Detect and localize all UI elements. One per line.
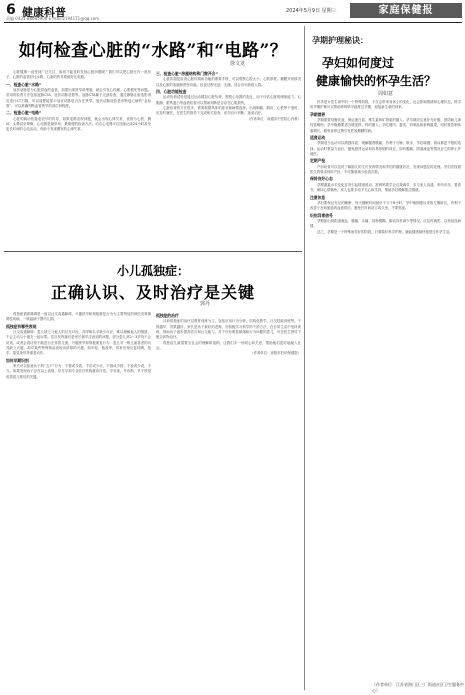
page-number: 6 — [6, 2, 16, 18]
article2-subhead-3: 孤独症的治疗 — [156, 313, 179, 318]
article3-paragraph: 孕期如出现阴道流血、腹痛、头痛、视物模糊、胎动异常减少等情况，应及时就医，以免延误病情。 — [310, 218, 461, 229]
article3-subhead-4: 保持良好心态 — [310, 176, 333, 182]
article3-byline: 周如意 — [378, 91, 394, 97]
masthead — [0, 0, 465, 22]
article1-subhead-2: 二、检查心脏“电路” — [6, 110, 42, 116]
article-divider — [4, 251, 302, 252]
article1-paragraph: 运动负荷试验是通过运动增加心脏负荷，观察心电图的变化，用于评估心脏的储备能力。心肌酶、肌钙蛋白等血液检查可以帮助判断是否存在心肌损伤。 — [156, 95, 301, 105]
article3-subhead-3: 定期产检 — [310, 158, 326, 164]
article1-intro: 心脏健康一直受到广泛关注，如何才能及时发现心脏问题呢？我们可以把心脏比作一座房子，心脏的血管好比水路，心脏的传导系统好比电路。 — [6, 70, 151, 80]
article1-paragraph: 心脏彩超是检查心脏结构和功能的重要手段，可以观察心腔大小、心肌厚度、瓣膜开闭情况以及心脏的收缩和舒张功能。检查过程无创、无痛，适合各年龄段人群。 — [156, 77, 301, 87]
article1-byline: 徐文龙 — [230, 61, 246, 67]
article3-paragraph: 孕妇要保证充足的睡眠，每天睡眠时间最好不少于8小时，孕中晚期建议采取左侧卧位，有利于改善子宫和胎盘的血液供应。避免长时间站立或久坐，不要熬夜。 — [310, 200, 461, 211]
article2-subhead-1: 孤独症有哪些表现 — [6, 323, 37, 329]
editor-line: 责编 0431-88685906 E-mail:2194171@qq.com — [6, 16, 100, 21]
article1-column-left — [6, 70, 151, 248]
article2-paragraph: 家长可以留意孩子的“五不”行为：不看或少看、不应或少应、不指或少指、不说或少说、不当。如果发现孩子存在以上表现，应尽早到专业医疗机构就诊评估。早发现、早诊断、早干预是改善患儿预后的关键。 — [6, 364, 151, 379]
article1-subhead-1: 一、检查心脏“水路” — [6, 81, 42, 87]
article2-headline: 正确认识、及时治疗是关键 — [50, 283, 255, 302]
article3-paragraph: 孕期适当运动可以增强体质，缓解腰背酸痛，有利于分娩。散步、孕妇瑜伽、游泳都是不错的选择。运动时要量力而行，避免剧烈运动和容易摔倒的项目，如有腹痛、阴道流血等情况应立即停止并就医。 — [310, 141, 461, 157]
article3-paragraph: 产前检查可以及时了解胎儿的生长发育情况和孕妇的健康状况，发现问题及时处理。孕妇应按照医生的要求按时产检，不可随意减少检查次数。 — [310, 164, 461, 175]
article2-headline-pre: 小儿孤独症： — [116, 264, 189, 278]
article3-kicker: 孕期护理秘诀： — [312, 36, 368, 45]
article1-column-right — [156, 70, 301, 248]
top-rule — [4, 22, 462, 23]
article2-column-right — [156, 312, 301, 688]
article2-intro: 孤独症谱系障碍是一组以社交沟通障碍、兴趣狭窄和刻板重复行为为主要特征的神经发育障碍性疾病，一般起病于婴幼儿期。 — [6, 312, 151, 322]
article1-paragraph: 心脏的跳动依靠电信号的传导，如果电路出现问题，就会出现心律失常，表现为心慌、胸闷、头晕甚至晕厥。心电图是最常用、最简便的检查方法。动态心电图可以连续记录24小时甚至更长时间的心电活动，有助于发现偶发的心律失常。 — [6, 116, 151, 132]
article3-subhead-2: 适度运动 — [310, 135, 326, 141]
article1-paragraph: 心脏检查的方法很多，需要根据具体的症状和病情选择。出现胸痛、胸闷、心慌等不适时，应及时就医，在医生的指导下完成相关检查，切勿自行判断、延误治疗。 — [156, 106, 301, 116]
paper-name: 家庭保健报 — [350, 3, 462, 18]
article2-author-unit: （作者单位：洛阳市妇幼保健院） — [250, 351, 301, 356]
article3-subhead-5: 注意休息 — [310, 194, 326, 200]
issue-date: 2024年5月9日 星期三 — [286, 8, 337, 14]
article2-subhead-2: 如何早期识别 — [6, 357, 29, 363]
article3-paragraph: 孕期激素水平变化容易引起情绪波动，准妈妈要学会自我调节，多与家人沟通，听听音乐、看看书，保持心情愉快。家人也要多给予关心和支持，帮助孕妇缓解焦虑情绪。 — [310, 182, 461, 193]
article1-subhead-4: 四、心脏功能检查 — [156, 89, 187, 95]
article2-byline: 郭丹 — [200, 301, 211, 307]
article2-column-left — [6, 312, 151, 688]
article3-paragraph: 总之，孕期是一个特殊而美好的阶段，只要做好科学护理，就能健康愉快地度过怀孕生活。 — [317, 229, 453, 234]
article1-paragraph: 冠状动脉是为心脏供血的血管，如果出现狭窄或堵塞，就会引发心绞痛、心肌梗死等问题。常用的检查方法包括冠脉CTA、冠状动脉造影等。冠脉CTA属于无创检查，通过静脉注射造影剂后进行CT扫描，可以清楚地显示冠状动脉是否存在狭窄。冠状动脉造影是诊断冠心病的“金标准”，可以准确判断血管狭窄的部位和程度。 — [6, 88, 151, 109]
article1-headline: 如何检查心脏的“水路”和“电路”？ — [18, 41, 288, 61]
article3-headline-line1: 孕妇如何度过 — [322, 56, 395, 70]
article3-paragraph: 孕期需要均衡饮食，保证蛋白质、维生素和矿物质的摄入。孕早期应注意补充叶酸，预防胎儿神经管畸形；孕中晚期要适当增加铁、钙的摄入，多吃瘦肉、蛋类、奶制品和新鲜蔬果。同时要控制体重增长，避免营养过剩引发妊娠期糖尿病。 — [310, 118, 461, 133]
section-name: 健康科普 — [22, 6, 66, 19]
article3-column — [310, 100, 461, 678]
article2-paragraph: 孤独症儿童需要全社会的理解和接纳，让我们多一份耐心和关爱，帮助他们更好地融入社会。 — [156, 340, 301, 351]
article3-intro: 怀孕是女性生命中的一个特殊阶段，不仅会带来身体上的变化，也会影响情绪和心理状态。科学的孕期护理可以帮助准妈妈平稳度过孕期，迎接新生命的到来。 — [310, 100, 461, 110]
article3-headline-line2: 健康愉快的怀孕生活？ — [316, 74, 437, 88]
article2-paragraph: 社交沟通障碍：患儿缺乏与他人的目光对视，对呼唤名字缺少反应，难以理解他人的情绪，不会主动与小朋友一起玩耍。语言发育落后是家长最早注意到的问题，部分患儿到2～3岁仍不会说话，或者会说话但不能进行正常的交流。兴趣狭窄和刻板重复行为：患儿对一般儿童喜爱的玩具缺乏兴趣，却对某些特殊物品表现出浓厚的兴趣，如车轮、瓶盖等，常常出现反复转圈、拍手、摇晃身体等重复动作。 — [6, 330, 151, 356]
article3-subhead-6: 识别异常信号 — [310, 212, 333, 218]
article2-paragraph: 目前孤独症的治疗以教育训练为主，包括应用行为分析、结构化教学、社交技能训练等。干预越早，效果越好。家长是孩子最好的老师，应积极学习科学的干预方法，在日常生活中坚持训练，帮助孩子逐步提高语言和社交能力。对于伴有明显情绪和行为问题的患儿，可在医生指导下配合药物治疗。 — [156, 319, 301, 340]
article1-subhead-3: 三、检查心脏“房屋结构和门窗开合” — [156, 71, 218, 76]
article3-author-unit: （作者单位：江苏省海门区三厂街道社区卫生服务中心） — [372, 682, 464, 693]
article1-author-unit: （作者单位：南通市中医院心内科） — [246, 116, 301, 121]
article3-subhead-1: 孕期营养 — [310, 111, 326, 117]
column-divider — [304, 26, 305, 690]
